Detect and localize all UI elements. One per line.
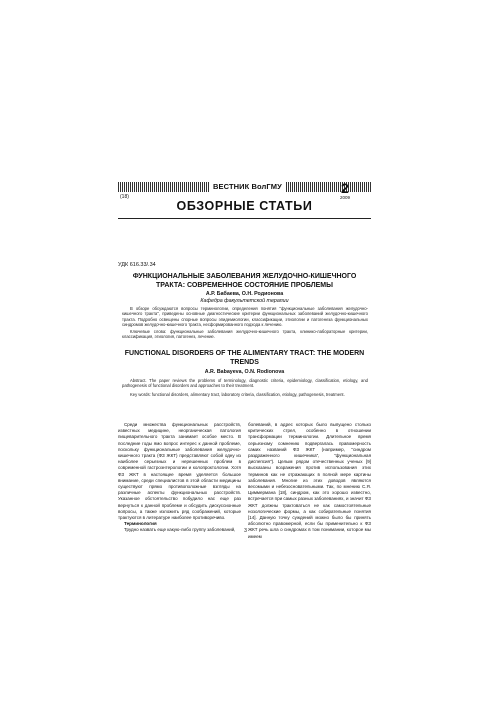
page-reference: (18): [120, 194, 129, 200]
section-divider: [118, 218, 371, 219]
body-column-left: [118, 422, 241, 534]
body-column-right: [248, 422, 371, 540]
body-paragraph: Среди множества функциональных расстройств, известных медицине, неорганическая патология пищеварительного тракта занимает особое место. В последние годы ямо вопрос интерес к данной проблеме, поскольку функциональные заболевания желудочно-кишечного тракта (ФЗ ЖКТ) представляют собой одну из наиболее серьезных и нерешенных проблем в современной гастроэнтерологии и колопроктологии. Хотя ФЗ ЖКТ в настоящее время уделяется большое внимание, среди специалистов в этой области медицины существуют прямо противоположные взгляды на различные аспекты функциональных расстройств. Указанное обстоятельство побудило нас еще раз вернуться к данной проблеме и обсудить дискуссионные вопросы, а также изложить ряд соображений, которые трактуются в литературе наиболее противоречиво.: [118, 422, 241, 521]
body-paragraph: болеваний, в адрес которых было выпущено столько критических стрел, особенно в отношении трансформации терминологии. Длительное время серьезному сомнению подвергалась правомерность самих названий ФЗ ЖКТ (например, "синдром раздраженного кишечника", "функциональная диспепсия"). Целым рядом отечественных ученых [9] высказаны возражения против использования этих терминов как не отражающих в полной мере картины заболевания. Многие из этих доводов являются весомыми и небезосновательными. Так, по мнению С.Я. Циммермана [18], синдром, как это хорошо известно, встречается при самых разных заболеваниях, и значит ФЗ ЖКТ должны трактоваться не как самостоятельные нозологические формы, а как собирательные понятия [14]. Данную точку суждений можно было бы принять абсолютно правомерной, если бы применительно к ФЗ ЖКТ речь шла о синдромах в том понимании, которое мы имеем: [248, 422, 371, 539]
subheading-terminology: Терминология: [124, 521, 157, 527]
abstract-en: Abstract. The paper reviews the problems of terminology, diagnostic criteria, epidemiology, classification, etiology, and pathogenesis of functional disorders and approaches to their treatment.: [122, 378, 368, 389]
journal-header-bar: [118, 182, 371, 194]
body-paragraph: Трудно назвать еще какую-либо группу заболеваний,: [124, 527, 236, 533]
authors-en: A.R. Babayeva, O.N. Rodionova: [204, 369, 285, 375]
article-title-en: FUNCTIONAL DISORDERS OF THE ALIMENTARY TRACT: THE MODERN TRENDS: [124, 350, 365, 366]
section-title: ОБЗОРНЫЕ СТАТЬИ: [176, 199, 313, 213]
article-title-ru: ФУНКЦИОНАЛЬНЫЕ ЗАБОЛЕВАНИЯ ЖЕЛУДОЧНО-КИШЕЧНОГО ТРАКТА: СОВРЕМЕННОЕ СОСТОЯНИЕ ПРОБЛЕМЫ: [132, 273, 357, 289]
abstract-ru: В обзоре обсуждаются вопросы терминологии, определения понятия "функциональные заболевания желудочно-кишечного тракта", приведены основные диагностические критерии функциональных заболеваний желудочно-кишечного тракта. Подробно освещены спорные вопросы эпидемиологии, классификации, этиологии и патогенеза функциональных синдромов желудочно-кишечного тракта, несформированного подхода к лечению.: [122, 306, 368, 328]
department: Кафедра факультетской терапии: [200, 298, 289, 304]
issue-number: 2: [341, 180, 349, 196]
issue-year: 2009: [340, 195, 351, 200]
authors-ru: А.Р. Бабаева, О.Н. Родионова: [205, 291, 284, 297]
udc-code: УДК 616.33/.34: [118, 262, 156, 268]
journal-name: ВЕСТНИК ВолГМУ: [210, 181, 285, 192]
keywords-en: Key words: functional disorders, alimentary tract, laboratory criteria, classification, etiology, pathogenesis, treatment.: [130, 392, 345, 397]
keywords-ru: Ключевые слова: функциональные заболевания желудочно-кишечного тракта, клинико-лабораторные критерии, классификация, этиология, патогенез, лечение.: [122, 329, 368, 340]
page-number: 3: [244, 528, 247, 534]
